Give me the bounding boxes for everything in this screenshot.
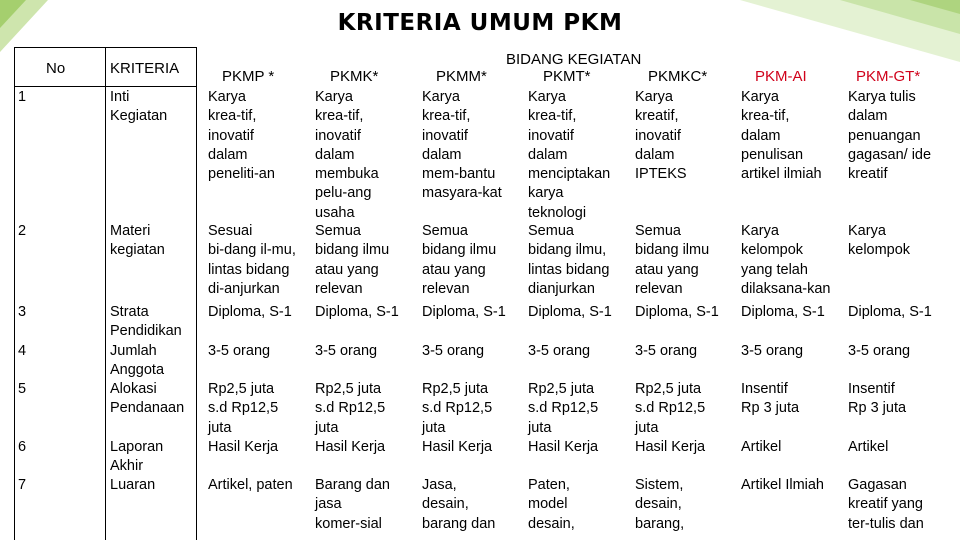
row-1-pkmp: Karya krea-tif, inovatif dalam peneliti-an	[208, 89, 275, 183]
row-1-pkmk: Karya krea-tif, inovatif dalam membuka pelu-ang usaha	[315, 89, 379, 221]
row-7-pkmp: Artikel, paten	[208, 477, 293, 493]
header-kriteria: KRITERIA	[110, 60, 180, 77]
row-6-pkmk: Hasil Kerja	[315, 439, 386, 455]
row-2-pkm-gt: Karya kelompok	[848, 223, 911, 259]
row-7-pkmm: Jasa, desain, barang dan	[422, 477, 496, 532]
page-title: KRITERIA UMUM PKM	[337, 10, 623, 36]
header-col-pkmt: PKMT*	[543, 68, 591, 85]
header-col-pkmp: PKMP *	[222, 68, 275, 85]
row-1-pkmt: Karya krea-tif, inovatif dalam menciptakan karya teknologi	[528, 89, 611, 221]
row-3-pkmk: Diploma, S-1	[315, 304, 399, 320]
row-3-pkm-ai: Diploma, S-1	[741, 304, 825, 320]
row-5-pkm-ai: Insentif Rp 3 juta	[741, 381, 800, 417]
row-3-pkmt: Diploma, S-1	[528, 304, 612, 320]
row-4-pkm-ai: 3-5 orang	[741, 343, 804, 359]
row-3-pkmp: Diploma, S-1	[208, 304, 292, 320]
row-7-pkm-ai: Artikel Ilmiah	[741, 477, 824, 493]
row-7-pkm-gt: Gagasan kreatif yang ter-tulis dan	[848, 477, 924, 532]
table-column-divider-kriteria	[196, 47, 197, 540]
row-2-pkmp: Sesuai bi-dang il-mu, lintas bidang di-anjurkan	[208, 223, 296, 297]
row-1-no: 1	[18, 89, 27, 105]
header-bidang-kegiatan: BIDANG KEGIATAN	[506, 51, 642, 68]
row-6-kriteria: Laporan Akhir	[110, 439, 164, 475]
row-6-pkmm: Hasil Kerja	[422, 439, 493, 455]
row-7-no: 7	[18, 477, 27, 493]
row-4-pkmp: 3-5 orang	[208, 343, 271, 359]
row-7-pkmkc: Sistem, desain, barang,	[635, 477, 685, 532]
header-col-pkm-gt: PKM-GT*	[856, 68, 921, 85]
row-4-pkmm: 3-5 orang	[422, 343, 485, 359]
row-4-pkmt: 3-5 orang	[528, 343, 591, 359]
row-5-kriteria: Alokasi Pendanaan	[110, 381, 185, 417]
row-1-pkm-gt: Karya tulis dalam penuangan gagasan/ ide kreatif	[848, 89, 932, 183]
row-6-pkmkc: Hasil Kerja	[635, 439, 706, 455]
row-4-no: 4	[18, 343, 27, 359]
row-1-kriteria: Inti Kegiatan	[110, 89, 168, 125]
row-2-pkm-ai: Karya kelompok yang telah dilaksana-kan	[741, 223, 831, 297]
header-col-pkm-ai: PKM-AI	[755, 68, 807, 85]
row-3-no: 3	[18, 304, 27, 320]
row-3-pkmkc: Diploma, S-1	[635, 304, 719, 320]
row-3-pkmm: Diploma, S-1	[422, 304, 506, 320]
header-col-pkmm: PKMM*	[436, 68, 487, 85]
row-1-pkmm: Karya krea-tif, inovatif dalam mem-bantu masyara-kat	[422, 89, 502, 202]
row-6-pkm-ai: Artikel	[741, 439, 782, 455]
row-1-pkmkc: Karya kreatif, inovatif dalam IPTEKS	[635, 89, 687, 183]
row-4-kriteria: Jumlah Anggota	[110, 343, 165, 379]
row-6-pkm-gt: Artikel	[848, 439, 889, 455]
row-5-pkmm: Rp2,5 juta s.d Rp12,5 juta	[422, 381, 493, 436]
row-6-no: 6	[18, 439, 27, 455]
header-col-pkmkc: PKMKC*	[648, 68, 708, 85]
row-2-no: 2	[18, 223, 27, 239]
row-6-pkmt: Hasil Kerja	[528, 439, 599, 455]
row-1-pkm-ai: Karya krea-tif, dalam penulisan artikel ilmiah	[741, 89, 822, 183]
table-left-border	[14, 47, 15, 540]
row-7-kriteria: Luaran	[110, 477, 156, 493]
row-5-pkmt: Rp2,5 juta s.d Rp12,5 juta	[528, 381, 599, 436]
row-5-pkm-gt: Insentif Rp 3 juta	[848, 381, 907, 417]
row-5-pkmkc: Rp2,5 juta s.d Rp12,5 juta	[635, 381, 706, 436]
row-5-no: 5	[18, 381, 27, 397]
header-no: No	[46, 60, 66, 77]
row-2-pkmt: Semua bidang ilmu, lintas bidang dianjurkan	[528, 223, 610, 297]
row-5-pkmp: Rp2,5 juta s.d Rp12,5 juta	[208, 381, 279, 436]
row-2-pkmk: Semua bidang ilmu atau yang relevan	[315, 223, 390, 297]
row-2-pkmm: Semua bidang ilmu atau yang relevan	[422, 223, 497, 297]
row-6-pkmp: Hasil Kerja	[208, 439, 279, 455]
row-4-pkm-gt: 3-5 orang	[848, 343, 911, 359]
row-5-pkmk: Rp2,5 juta s.d Rp12,5 juta	[315, 381, 386, 436]
table-column-divider-no	[105, 47, 106, 540]
row-3-kriteria: Strata Pendidikan	[110, 304, 182, 340]
row-7-pkmk: Barang dan jasa komer-sial	[315, 477, 390, 532]
row-2-kriteria: Materi kegiatan	[110, 223, 165, 259]
header-col-pkmk: PKMK*	[330, 68, 379, 85]
row-3-pkm-gt: Diploma, S-1	[848, 304, 932, 320]
row-4-pkmk: 3-5 orang	[315, 343, 378, 359]
row-2-pkmkc: Semua bidang ilmu atau yang relevan	[635, 223, 710, 297]
row-4-pkmkc: 3-5 orang	[635, 343, 698, 359]
row-7-pkmt: Paten, model desain,	[528, 477, 575, 532]
